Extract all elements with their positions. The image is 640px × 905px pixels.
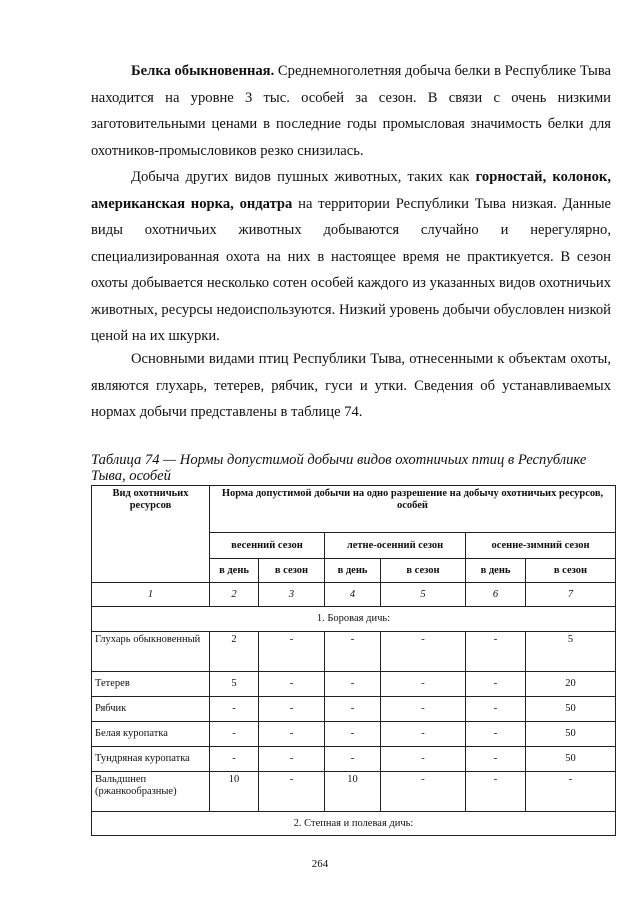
term-squirrel: Белка обыкновенная. — [131, 63, 275, 79]
row-species: Белая куропатка — [92, 722, 210, 747]
paragraph-birds-text: Основными видами птиц Республики Тыва, отнесенными к объектам охоты, являются глухарь, тетерев, рябчик, гуси и утки. Сведения об устанавливаемых нормах добычи представлены в таблице 74. — [91, 351, 611, 420]
header-norm: Норма допустимой добычи на одно разрешение на добычу охотничьих ресурсов, особей — [210, 486, 616, 533]
row-value: - — [325, 747, 381, 772]
paragraph-squirrel — [91, 58, 611, 164]
column-number-row — [92, 583, 616, 607]
section-row — [92, 607, 616, 632]
row-value: - — [466, 697, 526, 722]
row-value: 20 — [526, 672, 616, 697]
row-value: - — [381, 772, 466, 812]
header-season-autumn-winter: осенне-зимний сезон — [466, 533, 616, 559]
row-value: - — [466, 722, 526, 747]
row-value: - — [381, 697, 466, 722]
column-number: 4 — [325, 583, 381, 607]
term-fur-animals: горностай, колонок, американская норка, ондатра — [91, 169, 611, 212]
row-value: - — [381, 672, 466, 697]
row-species: Тундряная куропатка — [92, 747, 210, 772]
row-value: 50 — [526, 722, 616, 747]
column-number: 1 — [92, 583, 210, 607]
row-value: - — [259, 632, 325, 672]
paragraph-fur-animals — [91, 164, 611, 350]
row-value: - — [325, 697, 381, 722]
column-number: 5 — [381, 583, 466, 607]
row-species: Рябчик — [92, 697, 210, 722]
row-value: 5 — [526, 632, 616, 672]
column-number: 7 — [526, 583, 616, 607]
norms-table — [91, 485, 616, 836]
row-value: - — [259, 772, 325, 812]
paragraph-fur-animals-intro: Добыча других видов пушных животных, таких как — [131, 169, 476, 185]
subheader-cell: в день — [210, 559, 259, 583]
table-row — [92, 632, 616, 672]
row-value: - — [466, 632, 526, 672]
paragraph-squirrel-text: Среднемноголетняя добыча белки в Республике Тыва находится на уровне 3 тыс. особей за сезон. В связи с очень низкими заготовительными ценами в последние годы промысловая значимость белки для охотников-промысловиков резко снизилась. — [91, 63, 611, 159]
row-value: - — [325, 672, 381, 697]
row-value: - — [381, 722, 466, 747]
table-row — [92, 672, 616, 697]
table-row — [92, 772, 616, 812]
header-season-spring: весенний сезон — [210, 533, 325, 559]
row-value: 50 — [526, 747, 616, 772]
row-value: 2 — [210, 632, 259, 672]
paragraph-fur-animals-text: на территории Республики Тыва низкая. Данные виды охотничьих животных добываются случайно и нерегулярно, специализированная охота на них в настоящее время не практикуется. В сезон охоты добывается несколько сотен особей каждого из указанных видов охотничьих животных, ресурсы недоиспользуются. Низкий уровень добычи обусловлен низкой ценой на их шкурки. — [91, 195, 611, 344]
row-value: - — [466, 772, 526, 812]
subheader-cell: в день — [325, 559, 381, 583]
row-value: - — [210, 747, 259, 772]
paragraph-birds — [91, 346, 611, 426]
section-heading-upland-game: 1. Боровая дичь: — [92, 607, 616, 632]
row-value: - — [381, 747, 466, 772]
row-value: - — [259, 747, 325, 772]
table-row — [92, 722, 616, 747]
row-value: - — [210, 697, 259, 722]
row-species: Тетерев — [92, 672, 210, 697]
row-value: - — [259, 722, 325, 747]
subheader-cell: в сезон — [526, 559, 616, 583]
subheader-cell: в день — [466, 559, 526, 583]
header-season-summer-autumn: летне-осенний сезон — [325, 533, 466, 559]
row-species: Вальдшнеп (ржанкообразные) — [92, 772, 210, 812]
row-value: - — [259, 697, 325, 722]
column-number: 6 — [466, 583, 526, 607]
row-value: - — [325, 632, 381, 672]
column-number: 3 — [259, 583, 325, 607]
table-header-row — [92, 486, 616, 533]
row-species: Глухарь обыкновенный — [92, 632, 210, 672]
row-value: - — [381, 632, 466, 672]
subheader-cell: в сезон — [259, 559, 325, 583]
row-value: 50 — [526, 697, 616, 722]
row-value: 10 — [325, 772, 381, 812]
row-value: - — [466, 672, 526, 697]
row-value: - — [466, 747, 526, 772]
row-value: - — [526, 772, 616, 812]
row-value: 10 — [210, 772, 259, 812]
table-row — [92, 747, 616, 772]
subheader-cell: в сезон — [381, 559, 466, 583]
row-value: 5 — [210, 672, 259, 697]
page-number: 264 — [311, 858, 329, 870]
row-value: - — [210, 722, 259, 747]
section-row — [92, 812, 616, 836]
row-value: - — [259, 672, 325, 697]
column-number: 2 — [210, 583, 259, 607]
section-heading-steppe-game: 2. Степная и полевая дичь: — [92, 812, 616, 836]
row-value: - — [325, 722, 381, 747]
header-species: Вид охотничьих ресурсов — [92, 486, 210, 583]
table-row — [92, 697, 616, 722]
table-caption: Таблица 74 — Нормы допустимой добычи видов охотничьих птиц в Республике Тыва, особей — [91, 452, 587, 484]
